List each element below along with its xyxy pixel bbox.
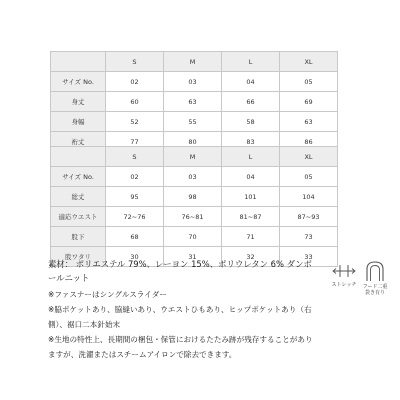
stretch-feature: [330, 262, 358, 289]
row-label: 裄丈: [51, 132, 106, 152]
table-cell: 33: [280, 247, 338, 267]
table-corner-cell: [51, 147, 106, 167]
table-cell: 86: [280, 132, 338, 152]
table-cell: 05: [280, 167, 338, 187]
row-label: 身丈: [51, 92, 106, 112]
table-corner-cell: [51, 52, 106, 72]
table-row: [51, 207, 338, 227]
table-cell: 80: [164, 132, 222, 152]
product-notes: [48, 257, 318, 362]
feature-icons: [330, 262, 390, 312]
column-header-xl: XL: [280, 147, 338, 167]
table-cell: 04: [222, 72, 280, 92]
row-label: 股下: [51, 227, 106, 247]
table-cell: 69: [280, 92, 338, 112]
size-table-bottom: [50, 146, 338, 267]
stretch-icon: [331, 262, 357, 280]
row-label: 股ワタリ: [51, 247, 106, 267]
table-cell: 52: [106, 112, 164, 132]
table-header-row: [51, 52, 338, 72]
table-cell: 98: [164, 187, 222, 207]
table-row: [51, 92, 338, 112]
hood-icon: [362, 260, 388, 282]
table-cell: 05: [280, 72, 338, 92]
table-cell: 77: [106, 132, 164, 152]
row-label: サイズ No.: [51, 167, 106, 187]
table-cell: 03: [164, 72, 222, 92]
column-header-s: S: [106, 147, 164, 167]
pocket-note: ※脇ポケットあり、脇縫いあり、ウエストひもあり、ヒップポケットあり（右側）、裾口二本針始末: [48, 305, 312, 329]
table-cell: 58: [222, 112, 280, 132]
table-cell: 81~87: [222, 207, 280, 227]
column-header-m: M: [164, 52, 222, 72]
table-cell: 31: [164, 247, 222, 267]
table-row: [51, 112, 338, 132]
table-cell: 03: [164, 167, 222, 187]
size-table-top: [50, 51, 338, 152]
table-cell: 87~93: [280, 207, 338, 227]
table-row: [51, 187, 338, 207]
hood-feature: [360, 260, 390, 296]
table-cell: 30: [106, 247, 164, 267]
table-cell: 70: [164, 227, 222, 247]
table-cell: 72~76: [106, 207, 164, 227]
row-label: 身幅: [51, 112, 106, 132]
fastener-note: ※ファスナーはシングルスライダー: [48, 290, 167, 299]
column-header-s: S: [106, 52, 164, 72]
table-cell: 04: [222, 167, 280, 187]
column-header-l: L: [222, 52, 280, 72]
stretch-caption: ストレッチ: [331, 282, 357, 288]
table-cell: 95: [106, 187, 164, 207]
table-cell: 101: [222, 187, 280, 207]
table-cell: 02: [106, 72, 164, 92]
table-cell: 32: [222, 247, 280, 267]
table-cell: 68: [106, 227, 164, 247]
column-header-m: M: [164, 147, 222, 167]
table-cell: 76~81: [164, 207, 222, 227]
table-cell: 73: [280, 227, 338, 247]
table-row: [51, 167, 338, 187]
row-label: 総丈: [51, 187, 106, 207]
table-row: [51, 227, 338, 247]
table-cell: 83: [222, 132, 280, 152]
material-note: 素材： ポリエステル 79%、レーヨン 15%、ポリウレタン 6% ダンボールニット: [48, 259, 312, 283]
table-cell: 02: [106, 167, 164, 187]
table-header-row: [51, 147, 338, 167]
table-cell: 63: [164, 92, 222, 112]
column-header-xl: XL: [280, 52, 338, 72]
table-cell: 66: [222, 92, 280, 112]
table-cell: 71: [222, 227, 280, 247]
table-cell: 60: [106, 92, 164, 112]
row-label: サイズ No.: [51, 72, 106, 92]
row-label: 適応ウエスト: [51, 207, 106, 227]
column-header-l: L: [222, 147, 280, 167]
table-cell: 104: [280, 187, 338, 207]
hood-caption: フード二重 袋き有り: [362, 284, 388, 296]
table-cell: 55: [164, 112, 222, 132]
care-note: ※生地の特性上、長期間の梱包・保管におけるたたみ跡が残存することがありますが、洗濯またはスチームアイロンで除去できます。: [48, 335, 313, 359]
table-row: [51, 72, 338, 92]
table-cell: 63: [280, 112, 338, 132]
